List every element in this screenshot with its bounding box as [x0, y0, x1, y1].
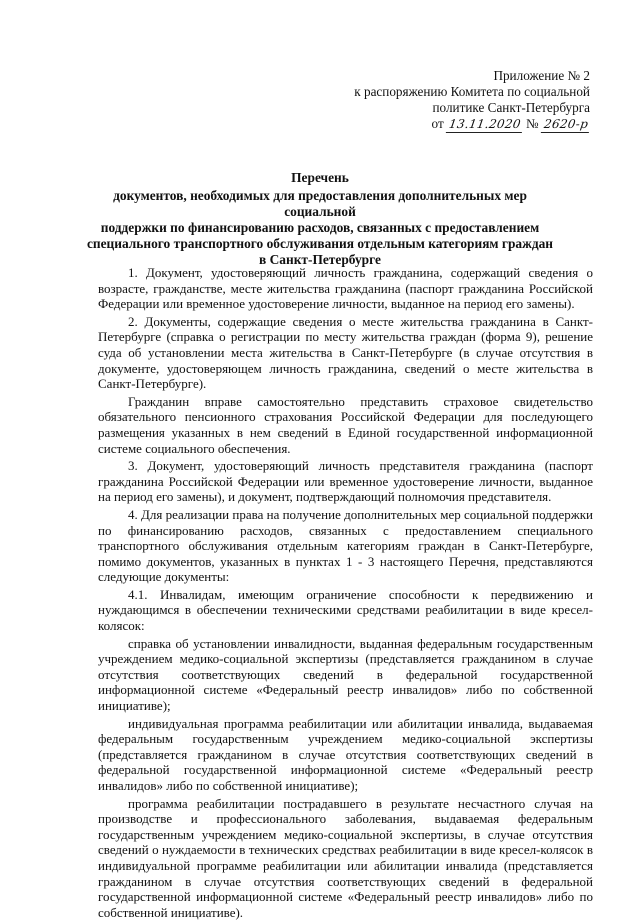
document-body	[98, 265, 593, 922]
paragraph-4: 4. Для реализации права на получение дополнительных мер социальной поддержки по финансированию расходов, связанных с предоставлением специального транспортного обслуживания отдельным категориям граждан в Санкт-Петербурге, помимо документов, указанных в пунктах 1 - 3 настоящего Перечня, представляются следующие документы:	[98, 506, 593, 585]
date-prefix: от	[431, 116, 444, 131]
paragraph-4-1-item-1: справка об установлении инвалидности, выданная федеральным государственным учреждением медико-социальной экспертизы (представляется гражданином в случае отсутствия соответствующих сведений в федеральной государственной информационной системе «Федеральный реестр инвалидов» либо по собственной инициативе);	[98, 635, 593, 714]
handwritten-number: 2620-р	[541, 116, 591, 133]
title-line: в Санкт-Петербурге	[259, 252, 381, 267]
paragraph-2: 2. Документы, содержащие сведения о месте жительства гражданина в Санкт-Петербурге (справка о регистрации по месту жительства граждан (форма 9), решение суда об установлении места жительства в Санкт-Петербурге (в случае отсутствия в документе, удостоверяющем личность гражданина, сведений о месте жительства в Санкт-Петербурге).	[98, 313, 593, 392]
appendix-header	[354, 68, 590, 133]
appendix-number: Приложение № 2	[493, 68, 590, 83]
appendix-committee: политике Санкт-Петербурга	[432, 100, 590, 115]
title-line: документов, необходимых для предоставления дополнительных мер социальной	[113, 188, 527, 219]
paragraph-1: 1. Документ, удостоверяющий личность гражданина, содержащий сведения о возрасте, гражданстве, месте жительства гражданина (паспорт гражданина Российской Федерации или временное удостоверение личности, выданное на период его замены).	[98, 265, 593, 312]
handwritten-date: 13.11.2020	[446, 116, 524, 133]
paragraph-2-note: Гражданин вправе самостоятельно представить страховое свидетельство обязательного пенсионного страхования Российской Федерации для последующего размещения указанных в нем сведений в Единой государственной информационной системе социального обеспечения.	[98, 393, 593, 456]
paragraph-4-1: 4.1. Инвалидам, имеющим ограничение способности к передвижению и нуждающимся в обеспечении техническими средствами реабилитации в виде кресел-колясок:	[98, 586, 593, 634]
title-line: поддержки по финансированию расходов, связанных с предоставлением	[100, 220, 540, 235]
paragraph-4-1-item-2: индивидуальная программа реабилитации или абилитации инвалида, выдаваемая федеральным государственным учреждением медико-социальной экспертизы (представляется гражданином в случае отсутствия соответствующих сведений в федеральной государственной информационной системе «Федеральный реестр инвалидов» либо по собственной инициативе);	[98, 715, 593, 793]
document-title	[80, 170, 560, 268]
title-heading: Перечень	[291, 170, 349, 185]
appendix-reference: к распоряжению Комитета по социальной	[354, 84, 590, 99]
paragraph-3: 3. Документ, удостоверяющий личность представителя гражданина (паспорт гражданина Российской Федерации или временное удостоверение личности, выданное на период его замены), и документ, подтверждающий полномочия представителя.	[98, 458, 593, 505]
number-prefix: №	[526, 116, 539, 131]
paragraph-4-1-item-3: программа реабилитации пострадавшего в результате несчастного случая на производстве и профессионального заболевания, выдаваемая федеральным государственным учреждением медико-социальной экспертизы, в случае отсутствия сведений о нуждаемости в технических средствах реабилитации в виде кресел-колясок в индивидуальной программе реабилитации или абилитации инвалида (представляется гражданином в случае отсутствия соответствующих сведений в федеральной государственной информационной системе «Федеральный реестр инвалидов» либо по собственной инициативе).	[98, 795, 593, 920]
title-line: специального транспортного обслуживания отдельным категориям граждан	[86, 236, 554, 251]
appendix-date-line	[354, 116, 590, 133]
